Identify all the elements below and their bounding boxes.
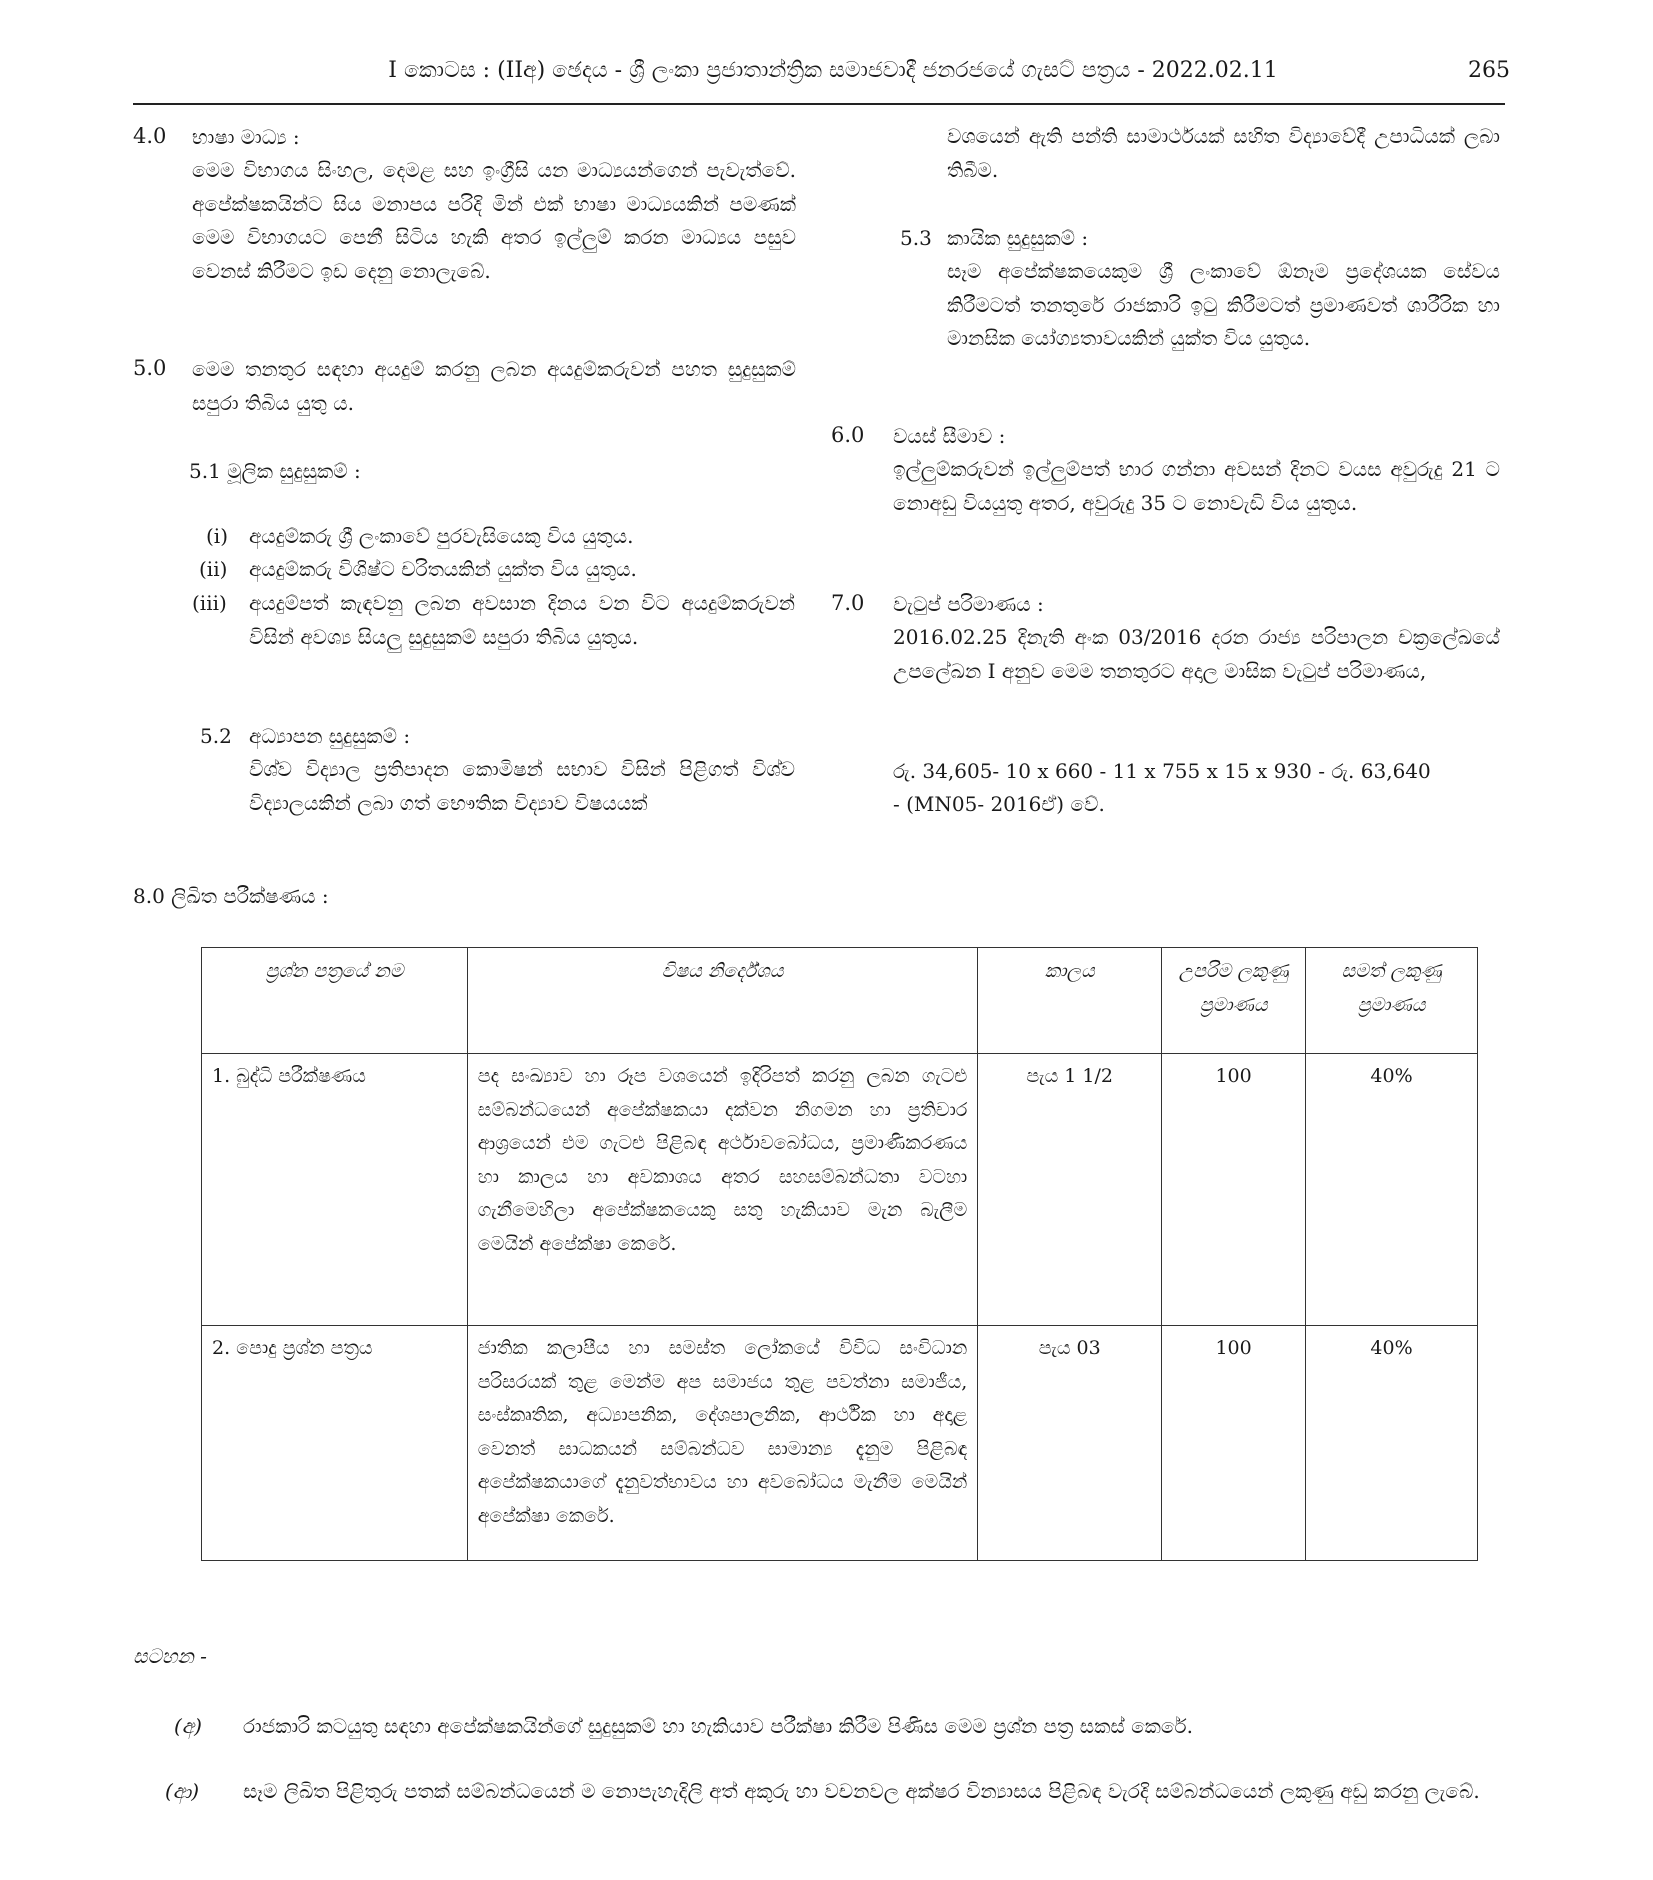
note-label: (අ) <box>174 1714 202 1738</box>
column-header-paper-name: ප්‍රශ්න පත්‍රයේ නම <box>202 948 468 1054</box>
section-5-2-heading: අධ්‍යාපන සුදුසුකම් : <box>249 724 411 748</box>
note-label: (ආ) <box>165 1779 200 1803</box>
section-5-2-body: විශ්ව විද්‍යාල ප්‍රතිපාදන කොමිෂන් සභාව විසින් පිළිගත් විශ්ව විද්‍යාලයකින් ලබා ගත් භෞතික විද්‍යාව විෂයයක් <box>249 757 795 815</box>
table-header-row <box>202 948 1478 1054</box>
section-5-1-heading: 5.1 මූලික සුදුසුකම් : <box>189 459 361 483</box>
pass-marks-cell: 40% <box>1306 1054 1478 1326</box>
column-header-max-marks: උපරිම ලකුණු ප්‍රමාණය <box>1162 948 1306 1054</box>
column-header-pass-marks: සමත් ලකුණු ප්‍රමාණය <box>1306 948 1478 1054</box>
list-item-label: (i) <box>206 524 229 548</box>
section-5-2-continued <box>947 120 1500 187</box>
section-5-body: මෙම තනතුර සඳහා අයදුම් කරනු ලබන අයදුම්කරුවන් පහත සුදුසුකම් සපුරා තිබිය යුතු ය. <box>192 357 796 415</box>
section-4-heading: භාෂා මාධ්‍ය : <box>192 125 300 149</box>
list-item-text: අයදුම්කරු විශිෂ්ට චරිතයකින් යුක්ත විය යුතුය. <box>249 557 637 581</box>
page-number: 265 <box>1468 58 1510 83</box>
section-6-heading: වයස් සීමාව : <box>893 424 1006 448</box>
gazette-header-title: I කොටස : (IIඅ) ඡෙදය - ශ්‍රී ලංකා ප්‍රජාතාන්ත්‍රික සමාජවාදී ජනරජයේ ගැසට් පත්‍රය - 2022.02.11 <box>388 58 1278 83</box>
list-item-label: (iii) <box>192 591 227 615</box>
note-text: රාජකාරි කටයුතු සඳහා අපේක්ෂකයින්ගේ සුදුසුකම් හා හැකියාව පරීක්ෂා කිරීම පිණිස මෙම ප්‍රශ්න පත්‍ර සකස් කෙරේ. <box>243 1714 1193 1738</box>
list-item-text: අයදුම්පත් කැඳවනු ලබන අවසාන දිනය වන විට අයදුම්කරුවන් විසින් අවශ්‍ය සියලු සුදුසුකම් සපුරා තිබිය යුතුය. <box>249 591 795 649</box>
section-6-number: 6.0 <box>831 423 865 447</box>
paper-name-cell: 2. පොදු ප්‍රශ්න පත්‍රය <box>202 1326 468 1561</box>
max-marks-cell: 100 <box>1162 1326 1306 1561</box>
section-5-2-continued-text: වශයෙන් ඇති පන්ති සාමාර්ථයක් සහිත විද්‍යාවේදී උපාධියක් ලබා තිබීම. <box>947 124 1500 182</box>
list-item-label: (ii) <box>199 557 228 581</box>
section-5-number: 5.0 <box>133 356 167 380</box>
max-marks-cell: 100 <box>1162 1054 1306 1326</box>
pass-marks-cell: 40% <box>1306 1326 1478 1561</box>
section-6-body: ඉල්ලුම්කරුවන් ඉල්ලුම්පත් භාර ගන්නා අවසන් දිනට වයස අවුරුදු 21 ට නොඅඩු වියයුතු අතර, අවුරුදු 35 ට නොවැඩි විය යුතුය. <box>893 457 1500 515</box>
list-item-text: අයදුම්කරු ශ්‍රී ලංකාවේ පුරවැසියෙකු විය යුතුය. <box>249 524 634 548</box>
section-4-body: මෙම විභාගය සිංහල, දෙමළ සහ ඉංග්‍රීසි යන මාධ්‍යයන්ගෙන් පැවැත්වේ. අපේක්ෂකයින්ට සිය මනාපය පරිදි මින් එක් භාෂා මාධ්‍යයකින් පමණක් මෙම විභාගයට පෙනී සිටිය හැකි අතර ඉල්ලුම් කරන මාධ්‍යය පසුව වෙනස් කිරීමට ඉඩ දෙනු නොලැබේ. <box>192 158 796 283</box>
table-row <box>202 1326 1478 1561</box>
paper-name-cell: 1. බුද්ධි පරීක්ෂණය <box>202 1054 468 1326</box>
column-header-duration: කාලය <box>978 948 1162 1054</box>
section-7-number: 7.0 <box>831 591 865 615</box>
section-7-body: 2016.02.25 දිනැති අංක 03/2016 දරන රාජ්‍ය පරිපාලන චක්‍රලේඛයේ උපලේඛන I අනුව මෙම තනතුරට අදාල මාසික වැටුප් පරිමාණය, <box>893 625 1500 683</box>
section-4-number: 4.0 <box>133 124 167 148</box>
duration-cell: පැය 1 1/2 <box>978 1054 1162 1326</box>
table-row <box>202 1054 1478 1326</box>
salary-scale-line-1: රු. 34,605- 10 x 660 - 11 x 755 x 15 x 930 - රු. 63,640 <box>893 759 1431 783</box>
syllabus-cell: පද සංඛ්‍යාව හා රූප වශයෙන් ඉදිරිපත් කරනු ලබන ගැටළු සම්බන්ධයෙන් අපේක්ෂකයා දක්වන නිගමන හා ප්‍රතිචාර ආශ්‍රයෙන් එම ගැටළු පිළිබඳ අර්ථාවබෝධය, ප්‍රමාණිකරණය හා කාලය හා අවකාශය අතර සහසම්බන්ධතා වටහා ගැනීමෙහිලා අපේක්ෂකයෙකු සතු හැකියාව මැන බැලීම මෙයින් අපේක්ෂා කෙරේ. <box>467 1054 978 1326</box>
section-5-3-body: සෑම අපේක්ෂකයෙකුම ශ්‍රී ලංකාවේ ඕනෑම ප්‍රදේශයක සේවය කිරීමටත් තනතුරේ රාජකාරි ඉටු කිරීමටත් ප්‍රමාණවත් ශාරීරික හා මානසික යෝග්‍යතාවයකින් යුක්ත විය යුතුය. <box>947 259 1500 350</box>
notes-heading: සටහන - <box>133 1644 207 1668</box>
column-header-syllabus: විෂය නිර්දේශය <box>467 948 978 1054</box>
section-8-heading: 8.0 ලිඛිත පරීක්ෂණය : <box>133 884 329 908</box>
section-5-3-heading: කායික සුදුසුකම් : <box>947 226 1089 250</box>
written-exam-table <box>201 947 1478 1561</box>
duration-cell: පැය 03 <box>978 1326 1162 1561</box>
note-text: සෑම ලිඛිත පිළිතුරු පතක් සම්බන්ධයෙන් ම නොපැහැදිලි අත් අකුරු හා වචනවල අක්ෂර වින්‍යාසය පිළිබඳ වැරදි සම්බන්ධයෙන් ලකුණු අඩු කරනු ලැබේ. <box>243 1779 1480 1803</box>
syllabus-cell: ජාතික කලාපීය හා සමස්ත ලෝකයේ විවිධ සංවිධාන පරිසරයක් තුළ මෙන්ම අප සමාජය තුළ පවත්නා සමාජීය, සංස්කෘතික, අධ්‍යාපනික, දේශපාලනික, ආර්ථික හා අදාළ වෙනත් සාධකයන් සම්බන්ධව සාමාන්‍ය දැනුම පිළිබඳ අපේක්ෂකයාගේ දැනුවත්භාවය හා අවබෝධය මැනීම මෙයින් අපේක්ෂා කෙරේ. <box>467 1326 978 1561</box>
header-rule <box>133 103 1505 105</box>
section-5-3-number: 5.3 <box>900 226 932 250</box>
section-5-2-number: 5.2 <box>200 724 232 748</box>
section-7-heading: වැටුප් පරිමාණය : <box>893 592 1044 616</box>
salary-scale-line-2: - (MN05- 2016ඒ) වේ. <box>893 792 1105 816</box>
